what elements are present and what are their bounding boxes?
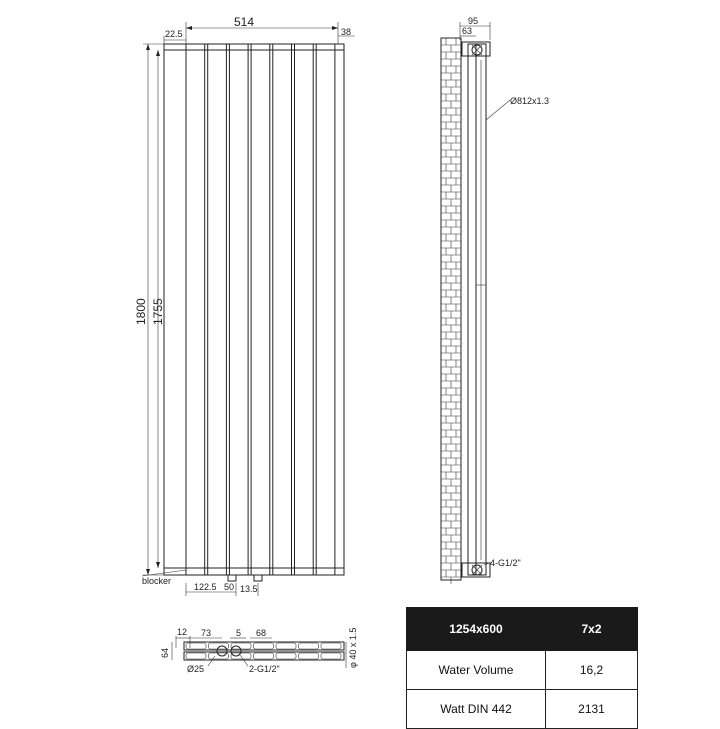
radiator-panel: [316, 44, 335, 575]
bottom-view-5-label: 5: [236, 628, 242, 638]
bottom-view: [160, 627, 358, 674]
spec-row-value: 2131: [546, 690, 638, 729]
profile-slots: [186, 643, 341, 659]
blocker-label: blocker: [142, 576, 172, 586]
bottom-view-64-label: 64: [160, 647, 170, 658]
tube-spec-label: Ø812x1.3: [510, 96, 550, 106]
bottom-view-diameter-label: Ø25: [187, 664, 205, 674]
left-offset-label: 22.5: [165, 29, 183, 39]
spec-header-size: 1254x600: [407, 608, 546, 651]
bottom-view-tube-label: φ 40 x 1.5: [348, 627, 358, 668]
right-offset-label: 38: [341, 27, 352, 37]
height-dimension-label: 1800: [134, 298, 148, 325]
connector-spec-label: 4-G1/2": [490, 558, 521, 568]
width-dimension-label: 514: [234, 15, 255, 29]
pipe-connection-right: [231, 646, 241, 656]
radiator-panel: [229, 44, 248, 575]
radiator-panel: [295, 44, 314, 575]
radiator-panel: [251, 44, 270, 575]
bottom-view-73-label: 73: [201, 628, 212, 638]
bottom-view-12-label: 12: [177, 627, 188, 637]
spec-table: [406, 607, 638, 729]
spec-table-header: [407, 608, 638, 651]
spec-row-value: 16,2: [546, 651, 638, 690]
spec-row-label: Water Volume: [407, 651, 546, 690]
inner-height-dimension-label: 1755: [151, 298, 165, 325]
table-row: [407, 690, 638, 729]
radiator-outline: [164, 44, 344, 575]
bottom-view-thread-label: 2-G1/2": [249, 664, 280, 674]
brick-wall-pattern: [441, 38, 461, 584]
radiator-panel: [273, 44, 292, 575]
depth-dimension-label: 95: [468, 16, 479, 26]
bottom-view-68-label: 68: [256, 628, 267, 638]
radiator-panels: [186, 44, 335, 575]
spec-header-config: 7x2: [546, 608, 638, 651]
radiator-panel: [186, 44, 205, 575]
spec-row-label: Watt DIN 442: [407, 690, 546, 729]
bottom-mid-dimension-label: 50: [224, 582, 235, 592]
side-view: [441, 16, 549, 584]
table-row: [407, 651, 638, 690]
inner-depth-dimension-label: 63: [462, 26, 473, 36]
bottom-left-dimension-label: 122.5: [194, 582, 217, 592]
front-view: [134, 15, 355, 596]
pipe-connection-left: [217, 646, 227, 656]
radiator-panel: [208, 44, 227, 575]
bottom-right-dimension-label: 13.5: [240, 584, 258, 594]
